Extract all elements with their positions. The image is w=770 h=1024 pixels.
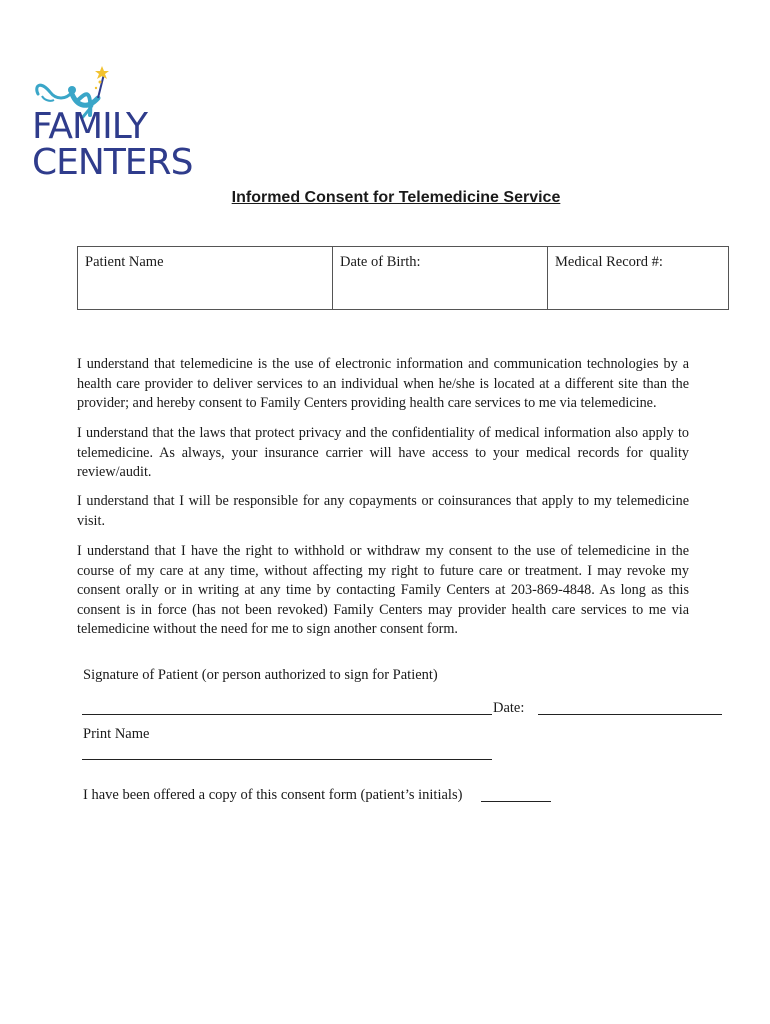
print-name-line[interactable] [82, 759, 492, 760]
dob-label: Date of Birth: [340, 254, 421, 270]
signature-line[interactable] [82, 714, 492, 715]
logo-line2: CENTERS [32, 142, 193, 183]
logo-line1: FAMILY [32, 106, 147, 147]
patient-name-label: Patient Name [85, 254, 164, 270]
copy-offered-label: I have been offered a copy of this consent form (patient’s initials) [83, 787, 463, 803]
signature-label: Signature of Patient (or person authorized to sign for Patient) [83, 667, 438, 683]
paragraph-privacy: I understand that the laws that protect privacy and the confidentiality of medical information also apply to telemedicine. As always, your insurance carrier will have access to your medical records for quality review/audit. [77, 425, 689, 480]
date-label: Date: [493, 700, 525, 716]
initials-line[interactable] [481, 801, 551, 802]
medical-record-cell[interactable] [548, 247, 729, 310]
print-name-label: Print Name [83, 726, 150, 742]
family-centers-logo [32, 60, 222, 185]
paragraph-withdraw-consent: I understand that I have the right to withhold or withdraw my consent to the use of telemedicine in the course of my care at any time, without affecting my right to future care or treatment. I may revoke my consent orally or in writing at any time by contacting Family Centers at 203-869-4848. As long as this consent is in force (has not been revoked) Family Centers may provider health care services to me via telemedicine without the need for me to sign another consent form. [77, 543, 689, 637]
date-line[interactable] [538, 714, 722, 715]
page-title: Informed Consent for Telemedicine Service [231, 189, 561, 206]
patient-info-table [77, 246, 729, 310]
medical-record-label: Medical Record #: [555, 254, 663, 270]
dob-cell[interactable] [333, 247, 548, 310]
paragraph-telemedicine-definition: I understand that telemedicine is the use of electronic information and communication technologies by a health care provider to deliver services to an individual when he/she is located at a different site than the provider; and hereby consent to Family Centers providing health care services to me via telemedicine. [77, 356, 689, 411]
patient-name-cell[interactable] [78, 247, 333, 310]
paragraph-copayments: I understand that I will be responsible for any copayments or coinsurances that apply to my telemedicine visit. [77, 493, 689, 529]
